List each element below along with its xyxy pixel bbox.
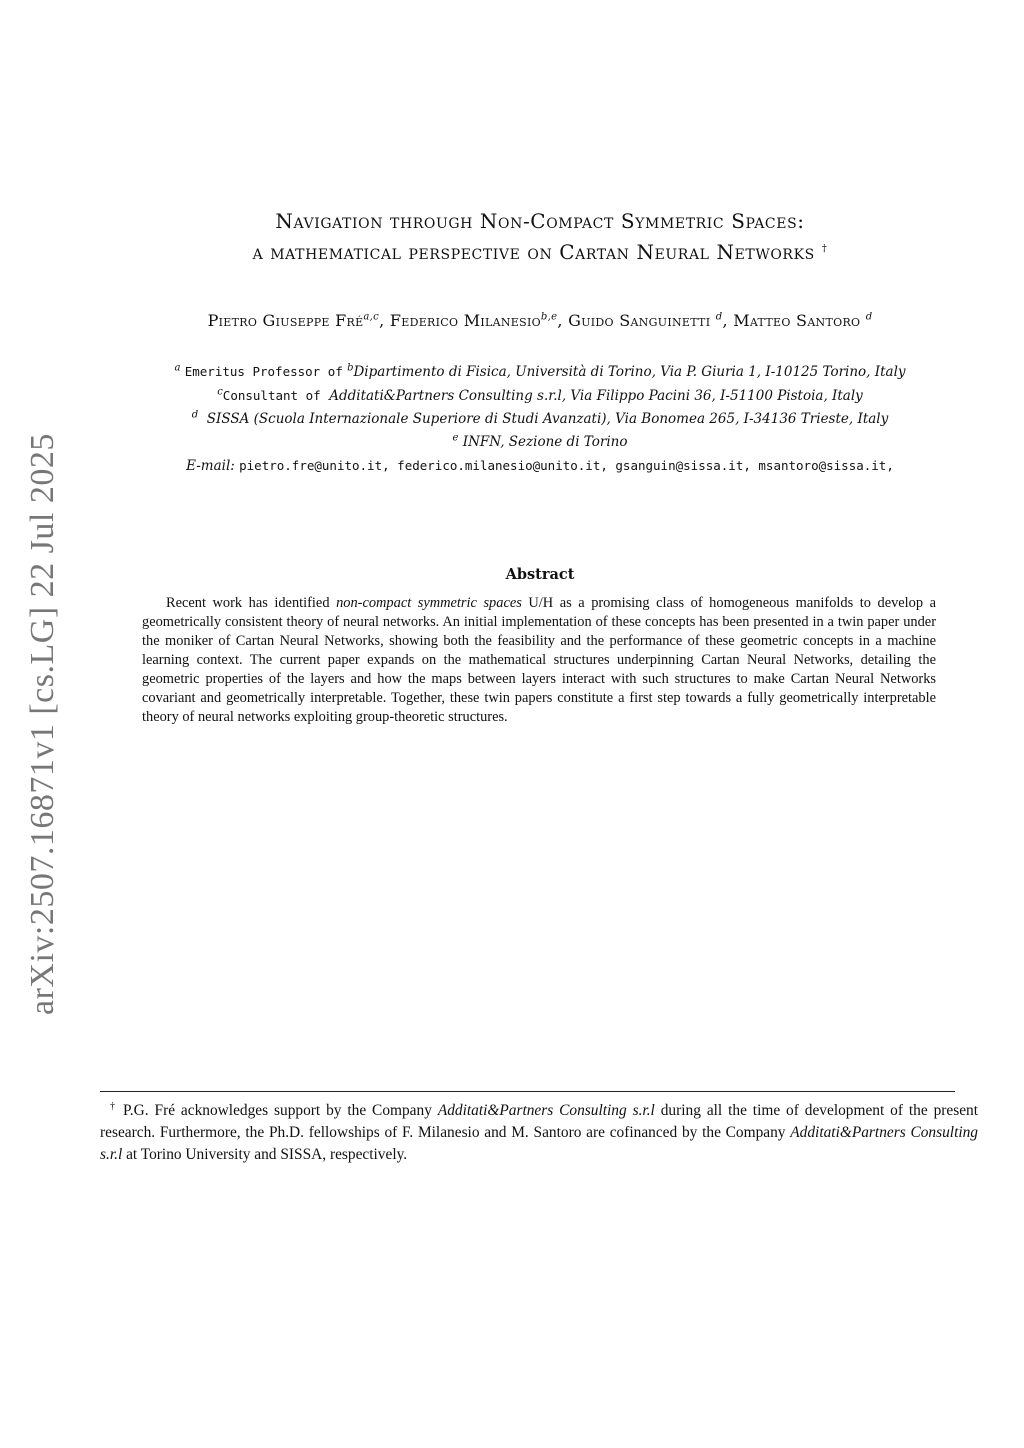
author-affiliation-mark: b,e [540, 311, 558, 323]
footnote-text-part: during all the time of development of the present research. Furthermore, the Ph.D. fellowships of F. Milanesio and M. Santoro are cofinanced by the Company [100, 1102, 979, 1141]
footnote-company-name: Additati&Partners Consulting s.r.l [437, 1102, 655, 1119]
affiliation-role: Consultant of [222, 388, 321, 403]
footnote-text-part: P.G. Fré acknowledges support by the Company [117, 1102, 438, 1119]
affiliation-line [100, 408, 980, 431]
affiliation-role: Emeritus Professor of [184, 364, 343, 379]
email-label: E-mail: [186, 458, 235, 474]
affiliation-line [100, 431, 980, 454]
affiliation-mark: c [217, 386, 223, 398]
title-line-2 [140, 237, 940, 268]
author-affiliation-mark: d [865, 311, 873, 323]
author-separator: , [722, 311, 734, 330]
abstract-heading: Abstract [505, 566, 575, 583]
title-dagger-mark: † [821, 243, 828, 255]
author-list [110, 311, 970, 330]
paper-title [140, 206, 940, 268]
footnote-dagger-mark: † [110, 1100, 118, 1112]
author [208, 311, 390, 330]
footnote-text-part: at Torino University and SISSA, respectively. [122, 1146, 408, 1163]
author-name: Pietro Giuseppe Fré [207, 311, 364, 330]
author-name: Matteo Santoro [733, 311, 861, 330]
footnote-divider [100, 1091, 955, 1092]
email-line [100, 454, 980, 478]
affiliation-mark: a [174, 362, 181, 374]
author [390, 311, 568, 330]
author-separator: , [557, 311, 569, 330]
affiliation-text: Additati&Partners Consulting s.r.l, Via Filippo Pacini 36, I-51100 Pistoia, Italy [329, 388, 863, 404]
abstract-emphasis: non-compact symmetric spaces [336, 595, 522, 611]
affiliation-mark: d [191, 409, 199, 421]
affiliation-line [100, 360, 980, 384]
author-name: Federico Milanesio [389, 311, 541, 330]
abstract-text-part: U/H as a promising class of homogeneous manifolds to develop a geometrically consistent theory of neural networks. An initial implementation of these concepts has been presented in a twin paper under the moniker of Cartan Neural Networks, showing both the feasibility and the performance of these geometric concepts in a machine learning context. The current paper expands on the mathematical structures underpinning Cartan Neural Networks, detailing the geometric properties of the layers and how the maps between layers interact with such structures to make Cartan Neural Networks covariant and geometrically interpretable. Together, these twin papers constitute a first step towards a fully geometrically interpretable theory of neural networks exploiting group-theoretic structures. [142, 595, 937, 725]
author-name: Guido Sanguinetti [568, 311, 711, 330]
affiliation-mark: b [347, 362, 354, 374]
author [733, 311, 872, 330]
abstract-text [142, 594, 936, 727]
affiliation-mark: e [452, 432, 459, 444]
title-line-2-text: a mathematical perspective on Cartan Neural Networks [252, 240, 815, 264]
author-affiliation-mark: a,c [363, 311, 380, 323]
author-affiliation-mark: d [715, 311, 723, 323]
footnote-company-name: Additati&Partners Consulting s.r.l [100, 1124, 979, 1163]
affiliation-text: Dipartimento di Fisica, Università di Torino, Via P. Giuria 1, I-10125 Torino, Italy [353, 364, 906, 380]
arxiv-identifier-stamp: arXiv:2507.16871v1 [cs.LG] 22 Jul 2025 [24, 433, 61, 1015]
title-line-1: Navigation through Non-Compact Symmetric Spaces: [275, 209, 805, 233]
affiliation-line [100, 384, 980, 408]
affiliation-text: SISSA (Scuola Internazionale Superiore di Studi Avanzati), Via Bonomea 265, I-34136 Trieste, Italy [206, 411, 889, 427]
author-separator: , [379, 311, 390, 330]
footnote [100, 1100, 978, 1166]
email-addresses: pietro.fre@unito.it, federico.milanesio@unito.it, gsanguin@sissa.it, msantoro@sissa.it, [239, 458, 894, 473]
abstract-text-part: Recent work has identified [166, 595, 337, 611]
author [568, 311, 733, 330]
affiliations [100, 360, 980, 478]
affiliation-text: INFN, Sezione di Torino [462, 434, 628, 450]
